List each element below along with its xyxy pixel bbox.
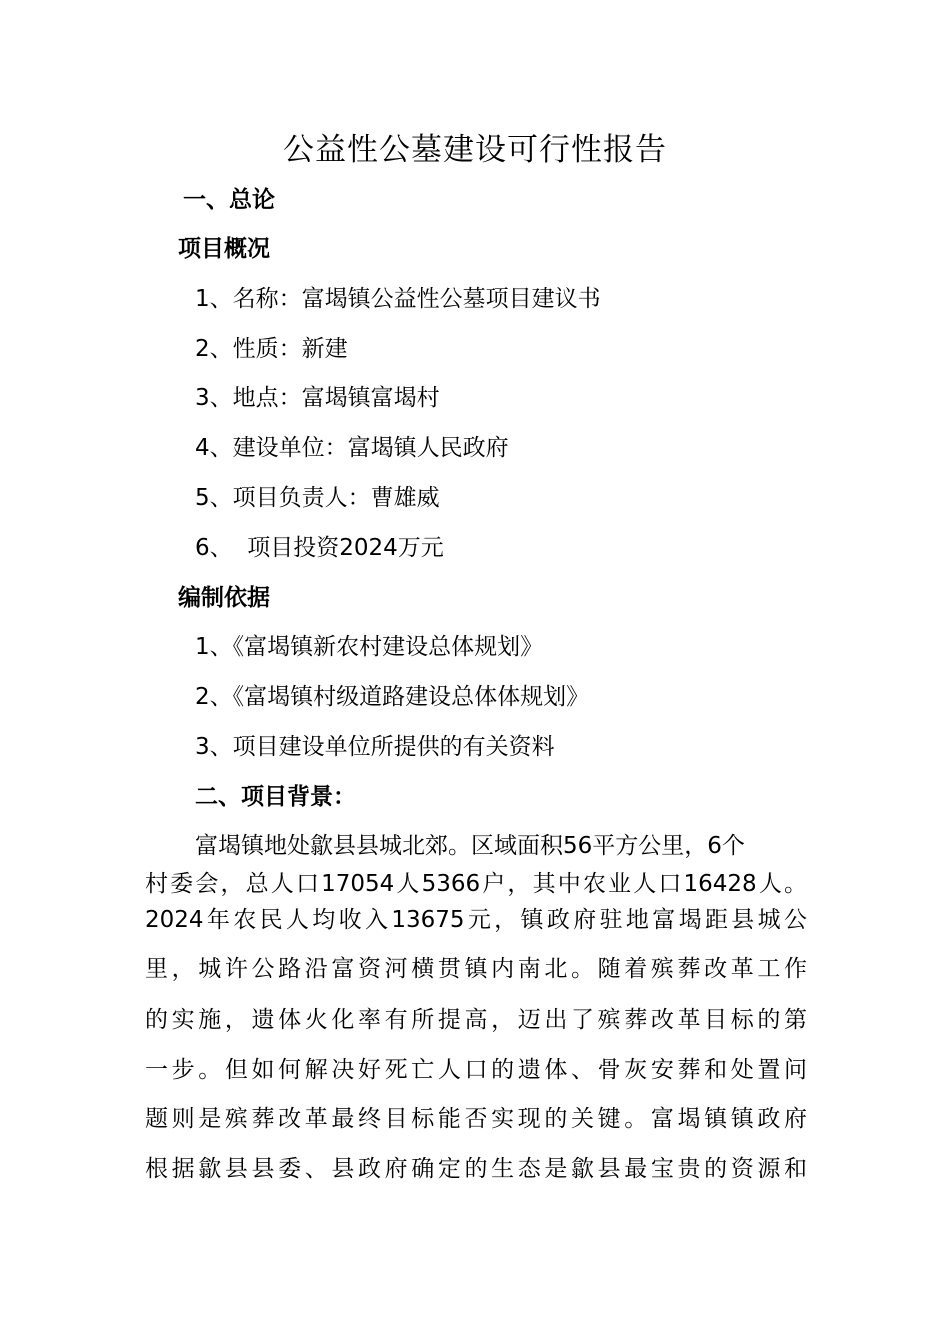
paragraph-line-1: 富堨镇地处歙县县城北郊。区域面积56平方公里，6个 [195, 833, 745, 859]
overview-item-investment: 6、 项目投资2024万元 [195, 535, 444, 561]
paragraph-line-5: 的实施，遗体火化率有所提高，迈出了殡葬改革目标的第 [145, 1007, 807, 1033]
basis-item-1: 1、《富堨镇新农村建设总体规划》 [195, 634, 544, 660]
paragraph-line-4: 里，城许公路沿富资河横贯镇内南北。随着殡葬改革工作 [145, 956, 807, 982]
paragraph-line-8: 根据歙县县委、县政府确定的生态是歙县最宝贵的资源和 [145, 1156, 807, 1182]
overview-item-location: 3、地点：富堨镇富堨村 [195, 385, 440, 411]
paragraph-line-3: 2024年农民人均收入13675元，镇政府驻地富堨距县城公 [145, 907, 807, 933]
basis-item-3: 3、项目建设单位所提供的有关资料 [195, 734, 555, 760]
overview-item-name: 1、名称：富堨镇公益性公墓项目建议书 [195, 286, 601, 312]
overview-heading: 项目概况 [178, 236, 270, 262]
section-2-heading: 二、项目背景： [195, 784, 356, 810]
paragraph-line-6: 一步。但如何解决好死亡人口的遗体、骨灰安葬和处置问 [145, 1057, 807, 1083]
basis-heading: 编制依据 [178, 585, 270, 611]
overview-item-nature: 2、性质：新建 [195, 336, 348, 362]
overview-item-builder: 4、建设单位：富堨镇人民政府 [195, 435, 509, 461]
overview-item-manager: 5、项目负责人：曹雄威 [195, 485, 440, 511]
paragraph-line-2: 村委会，总人口17054人5366户，其中农业人口16428人。 [145, 871, 807, 897]
basis-item-2: 2、《富堨镇村级道路建设总体体规划》 [195, 684, 590, 710]
section-1-heading: 一、总论 [183, 187, 275, 213]
document-title: 公益性公墓建设可行性报告 [283, 132, 667, 168]
paragraph-line-7: 题则是殡葬改革最终目标能否实现的关键。富堨镇镇政府 [145, 1106, 807, 1132]
